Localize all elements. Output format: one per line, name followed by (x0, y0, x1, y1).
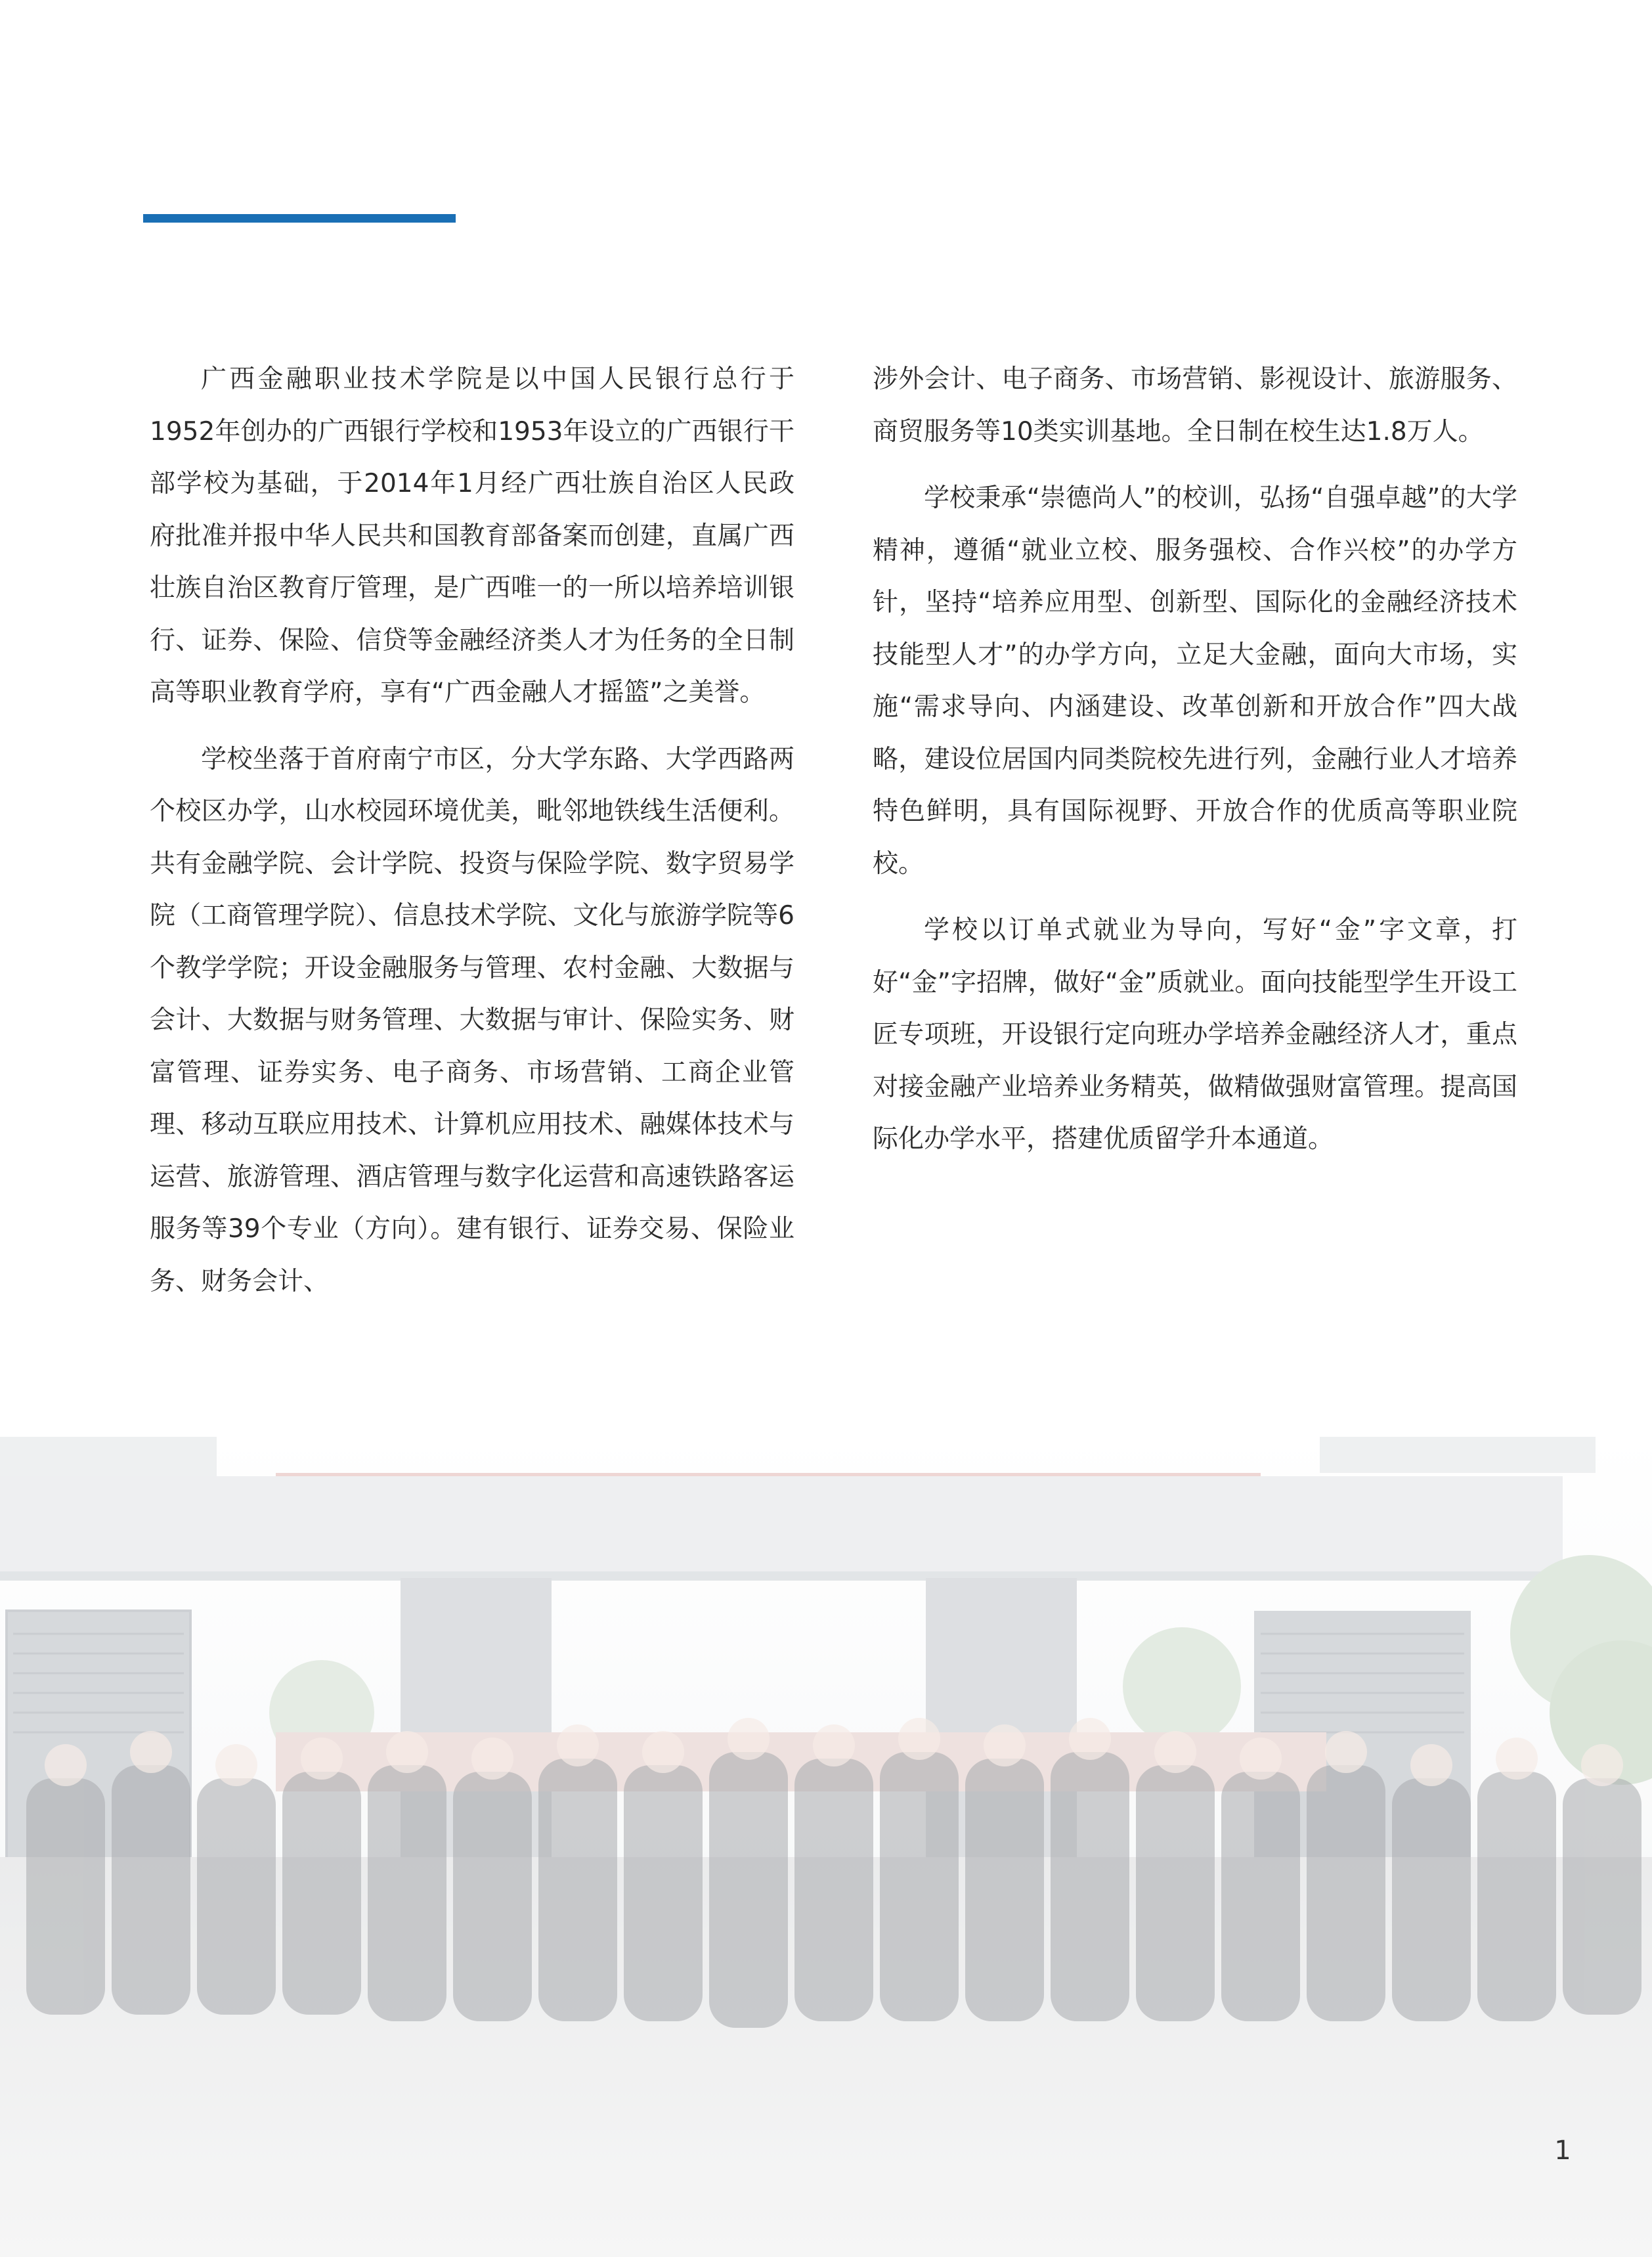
paragraph-intro: 广西金融职业技术学院是以中国人民银行总行于1952年创办的广西银行学校和1953年设立的广西银行干部学校为基础，于2014年1月经广西壮族自治区人民政府批准并报中华人民共和国教育部备案而创建，直属广西壮族自治区教育厅管理，是广西唯一的一所以培养培训银行、证券、保险、信贷等金融经济类人才为任务的全日制高等职业教育学府，享有“广西金融人才摇篮”之美誉。 (150, 364, 794, 707)
campus-photo (0, 1437, 1652, 2257)
page-number: 1 (1554, 2136, 1571, 2166)
text-column-left (150, 353, 794, 1322)
campus-photo-illustration (0, 1437, 1652, 2257)
paragraph-employment: 学校以订单式就业为导向，写好“金”字文章，打好“金”字招牌，做好“金”质就业。面向技能型学生开设工匠专项班，开设银行定向班办学培养金融经济人才，重点对接金融产业培养业务精英，做精做强财富管理。提高国际化办学水平，搭建优质留学升本通道。 (873, 915, 1517, 1154)
paragraph-campus-continued: 涉外会计、电子商务、市场营销、影视设计、旅游服务、商贸服务等10类实训基地。全日制在校生达1.8万人。 (873, 364, 1517, 447)
paragraph-motto: 学校秉承“崇德尚人”的校训，弘扬“自强卓越”的大学精神，遵循“就业立校、服务强校、合作兴校”的办学方针，坚持“培养应用型、创新型、国际化的金融经济技术技能型人才”的办学方向，立足大金融，面向大市场，实施“需求导向、内涵建设、改革创新和开放合作”四大战略，建设位居国内同类院校先进行列，金融行业人才培养特色鲜明，具有国际视野、开放合作的优质高等职业院校。 (873, 483, 1517, 879)
accent-bar (143, 214, 456, 223)
paragraph-campus: 学校坐落于首府南宁市区，分大学东路、大学西路两个校区办学，山水校园环境优美，毗邻地铁线生活便利。共有金融学院、会计学院、投资与保险学院、数字贸易学院（工商管理学院）、信息技术学院、文化与旅游学院等6个教学学院；开设金融服务与管理、农村金融、大数据与会计、大数据与财务管理、大数据与审计、保险实务、财富管理、证券实务、电子商务、市场营销、工商企业管理、移动互联应用技术、计算机应用技术、融媒体技术与运营、旅游管理、酒店管理与数字化运营和高速铁路客运服务等39个专业（方向）。建有银行、证券交易、保险业务、财务会计、 (150, 744, 794, 1296)
text-column-right (873, 353, 1517, 1180)
